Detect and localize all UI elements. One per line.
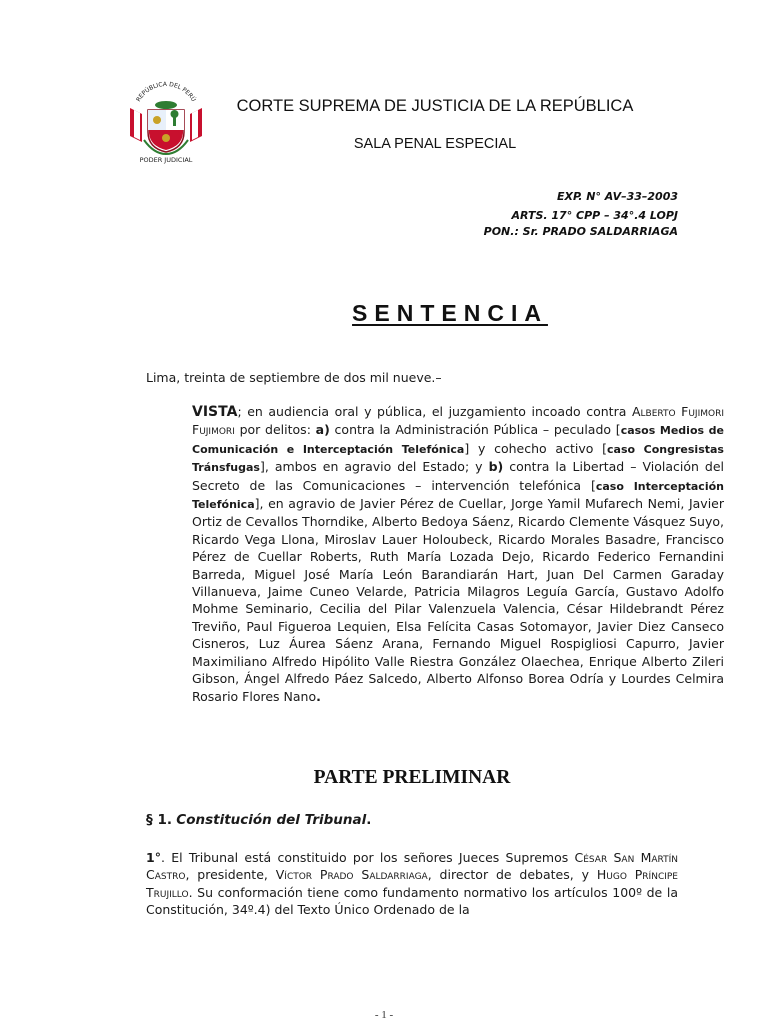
court-name: CORTE SUPREMA DE JUSTICIA DE LA REPÚBLICA: [236, 97, 634, 115]
victims-list: ], en agravio de Javier Pérez de Cuellar, Jorge Yamil Mufarech Nemi, Javier Ortiz de Cevallos Thorndike, Alberto Bedoya Sáenz, Ricardo Clemente Vásquez Suyo, Ricardo Vega Llona, Miroslav Lauer Holoubeck, Ricardo Morales Basadre, Francisco Pérez de Cuellar Roberts, Ruth María Lozada Dejo, Ricardo Federico Fernandini Barreda, Miguel José María León Barandiarán Hart, Juan Del Carmen Garaday Villanueva, Jaime Cuneo Velarde, Patricia Milagros Leguía García, Gustavo Adolfo Mohme Seminario, Cecilia del Pilar Valenzuela Valencia, César Hildebrandt Pérez Treviño, Paul Figueroa Lequien, Elsa Felícita Casas Sotomayor, Javier Diez Canseco Cisneros, Luz Áurea Sáenz Arana, Fernando Miguel Rospigliosi Capurro, Javier Maximiliano Alfredo Hipólito Valle Riestra González Olaechea, Enrique Alberto Zileri Gibson, Ángel Alfredo Páez Salcedo, Alberto Alfonso Borea Odría y Lourdes Celmira Rosario Flores Nano: [192, 496, 724, 704]
case-medios: casos Medios de Comunicación e Interceptación Telefónica: [192, 424, 724, 456]
ponente: PON.: Sr. PRADO SALDARRIAGA: [483, 225, 678, 238]
judge-president: César San Martín Castro: [146, 850, 679, 883]
poder-judicial-seal: [126, 80, 206, 164]
accused-name: Alberto Fujimori Fujimori: [192, 404, 724, 438]
expediente-number: EXP. N° AV–33–2003: [557, 190, 678, 203]
seal-top-text: REPÚBLICA DEL PERÚ: [135, 80, 197, 104]
page-number: - 1 -: [374, 1009, 394, 1021]
sala-name: SALA PENAL ESPECIAL: [353, 136, 517, 152]
document-title: SENTENCIA: [352, 300, 548, 326]
judge-director: Víctor Prado Saldarriaga: [275, 867, 428, 883]
articles-reference: ARTS. 17° CPP – 34°.4 LOPJ: [511, 209, 678, 222]
vista-lead: VISTA: [192, 404, 238, 420]
paragraph-1: 1°. El Tribunal está constituido por los señores Jueces Supremos César San Martín Castro, presidente, Víctor Prado Saldarriaga, director de debates, y Hugo Príncipe Trujillo. Su conformación tiene como fundamento normativo los artículos 100º de la Constitución, 34º.4) del Texto Único Ordenado de la: [146, 850, 679, 918]
subsection-heading: § 1. Constitución del Tribunal.: [146, 812, 372, 828]
subsection-title: Constitución del Tribunal: [176, 812, 367, 828]
svg-text:REPÚBLICA DEL PERÚ: [135, 81, 197, 103]
vista-paragraph: VISTA; en audiencia oral y pública, el juzgamiento incoado contra Alberto Fujimori Fujimori por delitos: a) contra la Administración Pública – peculado [casos Medios de Comunicación e Interceptación Telefónica] y cohecho activo [caso Congresistas Tránsfugas], ambos en agravio del Estado; y b) contra la Libertad – Violación del Secreto de las Comunicaciones – intervención telefónica [caso Interceptación Telefónica], en agravio de Javier Pérez de Cuellar, Jorge Yamil Mufarech Nemi, Javier Ortiz de Cevallos Thorndike, Alberto Bedoya Sáenz, Ricardo Clemente Vásquez Suyo, Ricardo Vega Llona, Miroslav Lauer Holoubeck, Ricardo Morales Basadre, Francisco Pérez de Cuellar Roberts, Ruth María Lozada Dejo, Ricardo Federico Fernandini Barreda, Miguel José María León Barandiarán Hart, Juan Del Carmen Garaday Villanueva, Jaime Cuneo Velarde, Patricia Milagros Leguía García, Gustavo Adolfo Mohme Seminario, Cecilia del Pilar Valenzuela Valencia, César Hildebrandt Pérez Treviño, Paul Figueroa Lequien, Elsa Felícita Casas Sotomayor, Javier Diez Canseco Cisneros, Luz Áurea Sáenz Arana, Fernando Miguel Rospigliosi Capurro, Javier Maximiliano Alfredo Hipólito Valle Riestra González Olaechea, Enrique Alberto Zileri Gibson, Ángel Alfredo Páez Salcedo, Alberto Alfonso Borea Odría y Lourdes Celmira Rosario Flores Nano.: [192, 404, 724, 704]
case-transfugas: caso Congresistas Tránsfugas: [192, 442, 724, 475]
case-interceptacion: caso Interceptación Telefónica: [192, 479, 724, 512]
judge-member: Hugo Príncipe Trujillo: [146, 867, 678, 900]
seal-bottom-text: PODER JUDICIAL: [139, 156, 193, 164]
section-heading: PARTE PRELIMINAR: [313, 767, 511, 788]
date-line: Lima, treinta de septiembre de dos mil nueve.–: [146, 370, 442, 385]
